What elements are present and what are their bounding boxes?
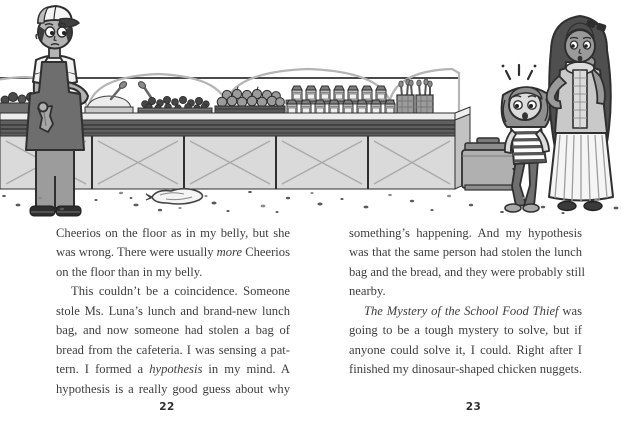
text-line: This couldn’t be a coincidence. Someone bbox=[71, 284, 290, 299]
text-line: bread from the cafeteria. I was sensing a pat- bbox=[56, 342, 290, 357]
dark-food-tray bbox=[137, 80, 212, 118]
text-line: bag and the bread, and they were probably still bbox=[349, 264, 586, 279]
utensil-baskets bbox=[397, 79, 433, 118]
text-line: stole Ms. Luna’s lunch and brand-new lunch bbox=[56, 303, 290, 318]
text-line: nearby. bbox=[349, 284, 386, 299]
text-line: something’s happening. And my hypothesis bbox=[349, 226, 582, 240]
text-line: anyone could solve it, I could. Right after I bbox=[349, 342, 582, 357]
page-23-text bbox=[349, 224, 586, 380]
surprise-marks bbox=[502, 65, 537, 79]
page-number-23: 23 bbox=[465, 401, 482, 413]
text-line: hypothesis is a really good guess about why bbox=[56, 381, 290, 396]
text-line: was that the same person had stolen the lunch bbox=[349, 245, 582, 260]
text-line: bag, and now someone had stolen a bag of bbox=[56, 323, 290, 338]
text-line: Cheerios on the floor as in my belly, but she bbox=[56, 226, 290, 240]
text-line: finished my dinosaur-shaped chicken nuggets. bbox=[349, 362, 583, 377]
milk-cartons bbox=[286, 86, 395, 115]
page-22-text bbox=[56, 224, 290, 399]
text-line: The Mystery of the School Food Thief was bbox=[364, 303, 582, 318]
page-number-22: 22 bbox=[159, 401, 175, 413]
text-line: on the floor than in my belly. bbox=[56, 264, 203, 279]
text-line: was wrong. There were usually more Cheerios bbox=[56, 245, 290, 260]
bread-bag bbox=[146, 189, 203, 204]
text-line: going to be a tough mystery to solve, but if bbox=[349, 323, 582, 338]
ms-luna bbox=[547, 16, 613, 211]
text-line: tern. I formed a hypothesis in my mind. A bbox=[56, 362, 290, 377]
